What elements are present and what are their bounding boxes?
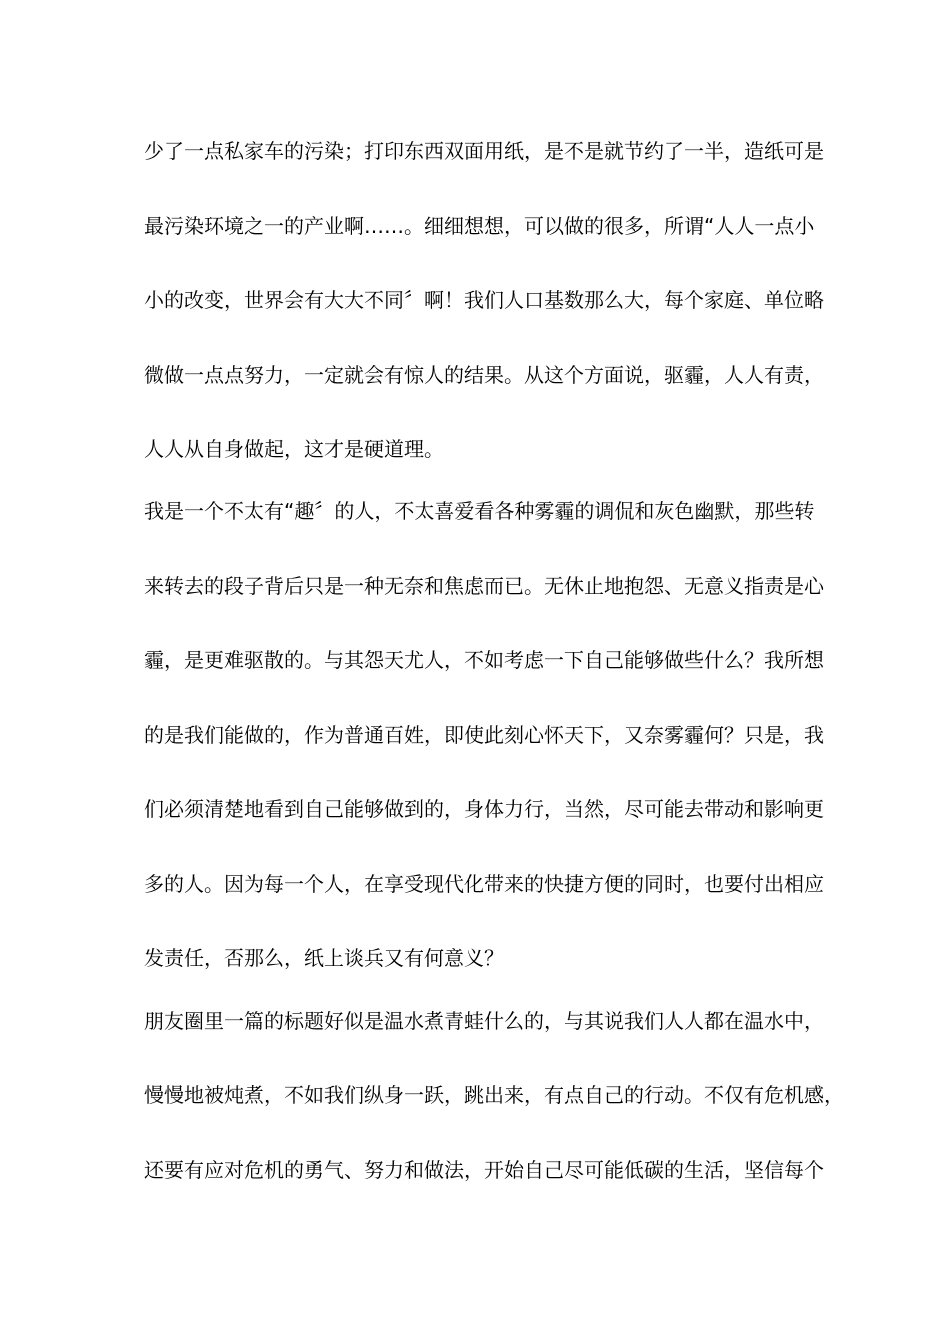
text-line: 最污染环境之一的产业啊……。细细想想，可以做的很多，所谓“人人一点小 — [144, 214, 815, 238]
text-line: 发责任，否那么，纸上谈兵又有何意义？ — [144, 946, 504, 970]
text-line: 小的改变，世界会有大大不同〞啊！我们人口基数那么大，每个家庭、单位略 — [144, 288, 824, 312]
text-line: 们必须清楚地看到自己能够做到的，身体力行，当然，尽可能去带动和影响更 — [144, 797, 824, 821]
text-line: 微做一点点努力，一定就会有惊人的结果。从这个方面说，驱霾，人人有责， — [144, 363, 824, 387]
text-line: 来转去的段子背后只是一种无奈和焦虑而已。无休止地抱怨、无意义指责是心 — [144, 574, 824, 598]
text-line: 多的人。因为每一个人，在享受现代化带来的快捷方便的同时，也要付出相应 — [144, 872, 824, 896]
text-line: 我是一个不太有“趣〞的人，不太喜爱看各种雾霾的调侃和灰色幽默，那些转 — [144, 499, 815, 523]
text-line: 少了一点私家车的污染；打印东西双面用纸，是不是就节约了一半，造纸可是 — [144, 139, 824, 163]
text-line: 霾，是更难驱散的。与其怨天尤人，不如考虑一下自己能够做些什么？我所想 — [144, 648, 824, 672]
text-line: 朋友圈里一篇的标题好似是温水煮青蛙什么的，与其说我们人人都在温水中， — [144, 1009, 824, 1033]
text-line: 慢慢地被炖煮，不如我们纵身一跃，跳出来，有点自己的行动。不仅有危机感， — [144, 1083, 844, 1107]
text-line: 的是我们能做的，作为普通百姓，即使此刻心怀天下，又奈雾霾何？只是，我 — [144, 723, 824, 747]
text-line: 还要有应对危机的勇气、努力和做法，开始自己尽可能低碳的生活，坚信每个 — [144, 1158, 824, 1182]
text-line: 人人从自身做起，这才是硬道理。 — [144, 437, 444, 461]
